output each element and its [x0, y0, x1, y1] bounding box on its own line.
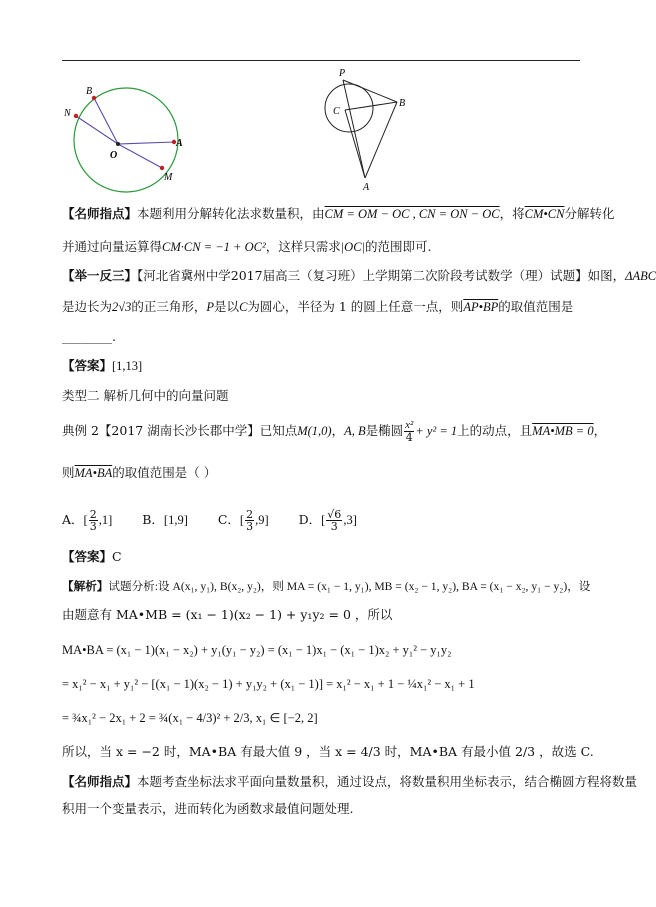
example-2-mid-1: ， [331, 423, 345, 438]
option-a-fraction: $\frac{2}{3}$ [89, 508, 97, 533]
option-c-fraction: $\frac{2}{3}$ [246, 508, 254, 533]
label-c: C [333, 106, 340, 117]
answer-1 [62, 357, 142, 375]
jiexi-l3: MA•BA = (x₁ − 1)(x₁ − x₂) + y₁(y₁ − y₂) = (x₁ − 1)x₁ − (x₁ − 1)x₂ + y₁² − y₁y₂ [62, 643, 452, 657]
mingshi-2-tag: 【名师指点】 [62, 774, 138, 789]
answer-1-tag: 【答案】 [62, 358, 113, 373]
label-p: P [339, 68, 346, 79]
mingshi-1-line-1 [62, 205, 614, 223]
example-2-line-2 [62, 464, 216, 482]
option-d-label: D． [298, 512, 322, 527]
jiexi-line-5 [62, 709, 318, 727]
jiexi-tag: 【解析】 [62, 579, 109, 593]
mingshi-1-tag: 【名师指点】 [62, 206, 138, 221]
mingshi-1-eq-1: CM = OM − OC , CN = ON − OC [324, 207, 500, 221]
jiexi-line-2 [62, 606, 392, 624]
example-2-point-m: M(1,0) [297, 424, 332, 438]
label-b: B [86, 86, 93, 97]
option-d-fraction: $\frac{√6}{3}$ [327, 508, 342, 533]
jugu-blank: ________. [62, 329, 116, 344]
example-2-ab: A, B [344, 424, 366, 438]
option-c-label: C． [217, 512, 240, 527]
answer-2-value: C [112, 549, 122, 564]
mingshi-1-line-2 [62, 238, 431, 256]
segment-o-m [118, 144, 162, 168]
example-2-target: MA•BA [74, 466, 113, 480]
jiexi-l4: = x₁² − x₁ + y₁² − [(x₁ − 1)(x₂ − 1) + y₁y₂ + (x₁ − 1)] = x₁² − x₁ + 1 − ¼x₁² − x₁ + 1 [62, 677, 475, 691]
answer-2 [62, 548, 122, 566]
mingshi-2-line-1 [62, 773, 637, 791]
jugu-line-2b: 的正三角形， [131, 299, 207, 314]
jugu-line-2 [62, 298, 573, 316]
label-a2: A [363, 182, 370, 193]
jugu-triangle: ΔABC [625, 269, 656, 283]
mingshi-1-text-2: ，将 [499, 206, 525, 221]
point-o [116, 142, 120, 146]
jugu-p: P [206, 300, 215, 314]
segment-b-a [365, 102, 397, 178]
point-b [92, 96, 96, 100]
point-n [74, 114, 78, 118]
jugu-tag: 【举一反三】 [62, 268, 138, 283]
figure-circle-c [305, 66, 415, 191]
jugu-line-2a: 是边长为 [62, 299, 113, 314]
mingshi-1-eq-2: CM•CN [524, 207, 565, 221]
mingshi-1-line-2a: 并通过向量运算得 [62, 239, 163, 254]
mingshi-1-line-2c: 的范围即可. [365, 239, 432, 254]
label-n: N [64, 108, 71, 119]
jiexi-line-4 [62, 675, 475, 693]
jugu-source: 【河北省冀州中学2017届高三（复习班）上学期第二次阶段考试数学（理）试题】 [137, 268, 588, 283]
answer-2-tag: 【答案】 [62, 549, 113, 564]
example-2-line-2a: 则 [62, 465, 75, 480]
options-row: A．[ $\frac{2}{3}$ ,1] B．[1,9] C．[ $\frac{2}{3}$ ,9] D．[ $\frac{√6}{3}$ ,3] [62, 508, 357, 533]
example-2-line-2b: 的取值范围是（ ） [112, 465, 217, 480]
jugu-line-2c: 是以 [214, 299, 240, 314]
segment-o-n [76, 116, 118, 144]
mingshi-2-l2: 积用一个变量表示，进而转化为函数求最值问题处理. [62, 801, 354, 816]
circle-o [74, 88, 178, 192]
option-a-label: A． [62, 512, 84, 527]
mingshi-1-text-3: 分解转化 [564, 206, 615, 221]
label-o: O [110, 150, 118, 161]
jugu-line-3 [62, 328, 116, 346]
mingshi-1-eq-4: |OC| [340, 240, 365, 254]
jiexi-l6: 所以，当 x = −2 时，MA•BA 有最大值 9 ，当 x = 4/3 时，MA•BA 有最小值 2/3 ，故选 C. [62, 744, 594, 759]
segment-c-b [345, 102, 397, 110]
option-b-value: [1,9] [163, 513, 188, 527]
jugu-text-1: 如图， [587, 268, 626, 283]
jiexi-l2: 由题意有 MA•MB = (x₁ − 1)(x₂ − 1) + y₁y₂ = 0 ，所以 [62, 607, 393, 622]
jugu-length: 2√3 [112, 300, 132, 314]
segment-p-a [343, 80, 365, 178]
segment-p-b [343, 80, 397, 102]
label-b2: B [399, 98, 406, 109]
segment-o-b [94, 98, 118, 144]
figure-circle-o [62, 78, 192, 198]
option-b-label: B． [142, 512, 164, 527]
jiexi-l1: 试题分析:设 A(x₁, y₁), B(x₂, y₂)，则 MA = (x₁ − 1, y₁), MB = (x₂ − 1, y₂), BA = (x₁ − x₂, y₁ − y₂)，设 [108, 580, 591, 593]
jugu-line-2d: 为圆心，半径为 1 的圆上任意一点，则 [247, 299, 464, 314]
example-2-mid-2: 是椭圆 [365, 423, 404, 438]
example-2-mid-4: ， [593, 423, 607, 438]
example-2-mid-3: 上的动点，且 [457, 423, 533, 438]
example-2-lead: 典例 2【2017 湖南长沙长郡中学】已知点 [62, 423, 298, 438]
jugu-line-1 [62, 267, 656, 285]
mingshi-1-text-1: 本题利用分解转化法求数量积，由 [137, 206, 325, 221]
segment-o-a [118, 142, 174, 144]
header-rule [62, 60, 580, 61]
mingshi-2-l1: 本题考查坐标法求平面向量数量积，通过设点，将数量积用坐标表示，结合椭圆方程将数量 [137, 774, 638, 789]
type-2-title-text: 类型二 解析几何中的向量问题 [62, 388, 229, 403]
mingshi-1-eq-3: CM·CN = −1 + OC² [162, 240, 266, 254]
type-2-title [62, 387, 228, 405]
mingshi-1-line-2b: ，这样只需求 [265, 239, 341, 254]
example-2-ellipse-tail: + y² = 1 [415, 424, 458, 438]
label-m: M [164, 172, 173, 183]
label-a: A [176, 138, 183, 149]
jugu-eq: AP•BP [463, 300, 499, 314]
ellipse-fraction: $\frac{\text{x²}}{4}$ [405, 419, 414, 444]
mingshi-2-line-2 [62, 800, 353, 818]
jugu-c: C [239, 300, 248, 314]
jiexi-l5: = ¾x₁² − 2x₁ + 2 = ¾(x₁ − 4/3)² + 2/3, x₁ ∈ [−2, 2] [62, 711, 318, 725]
example-2-line-1 [62, 420, 606, 443]
jiexi-line-1 [62, 577, 590, 596]
jiexi-line-3 [62, 641, 452, 659]
example-2-condition: MA•MB = 0 [532, 424, 594, 438]
jugu-line-2e: 的取值范围是 [498, 299, 574, 314]
point-m [160, 166, 164, 170]
jiexi-line-6 [62, 743, 594, 761]
segment-c-a [345, 110, 365, 178]
answer-1-value: [1,13] [112, 359, 143, 373]
